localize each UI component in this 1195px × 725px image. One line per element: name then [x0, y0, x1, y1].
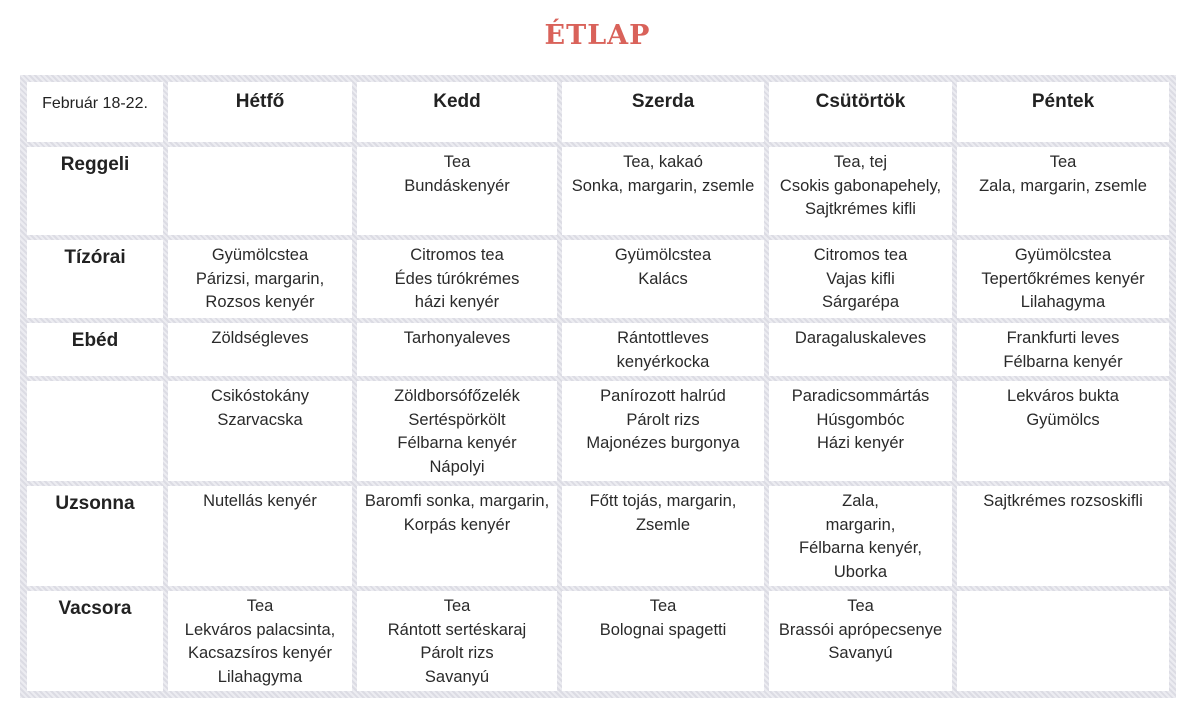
menu-cell	[357, 147, 557, 235]
menu-item-line: Zala, margarin, zsemle	[979, 176, 1147, 195]
meal-label: Vacsora	[27, 591, 163, 691]
day-header-friday: Péntek	[957, 82, 1169, 142]
menu-cell	[357, 240, 557, 318]
day-header-tuesday: Kedd	[357, 82, 557, 142]
menu-item-line: Citromos tea	[410, 246, 504, 264]
menu-item-line: Tea	[649, 597, 677, 615]
meal-label: Uzsonna	[27, 486, 163, 586]
menu-item-line: Tarhonyaleves	[403, 329, 511, 347]
meal-row-vacsora	[27, 591, 1169, 691]
menu-item-line: Zala,	[842, 492, 879, 510]
menu-item-line: Kacsazsíros kenyér	[188, 644, 332, 662]
menu-cell	[357, 381, 557, 481]
meal-row-tizorai	[27, 240, 1169, 318]
menu-cell	[957, 486, 1169, 586]
menu-item-line: Félbarna kenyér	[397, 434, 517, 452]
menu-item-line: Rozsos kenyér	[205, 293, 315, 311]
menu-item-line: Lilahagyma	[1020, 293, 1106, 311]
menu-item-line: Tea	[1049, 153, 1077, 171]
menu-item-line: Tea	[443, 153, 471, 171]
menu-cell	[168, 147, 352, 235]
menu-cell	[168, 381, 352, 481]
menu-cell	[562, 591, 764, 691]
menu-item-line: Főtt tojás, margarin,	[589, 492, 737, 510]
menu-item-line: Savanyú	[424, 667, 490, 686]
menu-item-line: Párolt rizs	[420, 644, 494, 662]
menu-item-line: Daragaluskaleves	[794, 329, 927, 347]
menu-cell	[562, 240, 764, 318]
menu-cell	[769, 486, 952, 586]
menu-table	[20, 75, 1176, 698]
menu-item-line: Lekváros palacsinta,	[184, 620, 336, 639]
menu-item-line: Panírozott halrúd	[600, 387, 726, 405]
menu-item-line: Szarvacska	[217, 410, 303, 429]
menu-item-line: Csokis gabonapehely,	[779, 176, 942, 195]
menu-item-line: Párolt rizs	[626, 410, 700, 429]
meal-row-ebed-main	[27, 381, 1169, 481]
menu-cell	[769, 381, 952, 481]
menu-item-line: kenyérkocka	[616, 352, 710, 371]
menu-item-line: Félbarna kenyér,	[799, 539, 922, 557]
menu-item-line: Tea	[443, 597, 471, 615]
menu-item-line: Párizsi, margarin,	[195, 269, 325, 288]
menu-cell	[957, 591, 1169, 691]
menu-item-line: Tea, tej	[833, 153, 888, 171]
menu-item-line: Kalács	[638, 269, 688, 288]
menu-item-line: Korpás kenyér	[403, 515, 511, 534]
menu-item-line: Savanyú	[828, 644, 893, 662]
menu-item-line: Félbarna kenyér	[1003, 352, 1123, 371]
menu-item-line: Lekváros bukta	[1007, 387, 1119, 405]
menu-item-line: Édes túrókrémes	[394, 269, 520, 288]
menu-cell	[562, 147, 764, 235]
menu-item-line: Tepertőkrémes kenyér	[981, 269, 1145, 288]
menu-item-line: Gyümölcstea	[614, 246, 712, 264]
meal-row-reggeli	[27, 147, 1169, 235]
menu-item-line: Gyümölcs	[1026, 410, 1100, 429]
menu-cell	[357, 591, 557, 691]
date-range: Február 18-22.	[27, 82, 163, 142]
menu-cell	[769, 147, 952, 235]
menu-item-line: Majonézes burgonya	[586, 434, 740, 452]
menu-item-line: Zsemle	[635, 515, 691, 534]
menu-cell	[769, 323, 952, 376]
day-header-monday: Hétfő	[168, 82, 352, 142]
meal-row-ebed	[27, 323, 1169, 376]
menu-item-line: Házi kenyér	[816, 434, 905, 452]
menu-item-line: Paradicsommártás	[791, 387, 930, 405]
menu-cell	[957, 323, 1169, 376]
menu-cell	[957, 147, 1169, 235]
menu-item-line: Zöldborsófőzelék	[394, 387, 520, 405]
menu-cell	[769, 591, 952, 691]
menu-cell	[168, 240, 352, 318]
menu-item-line: Rántott sertéskaraj	[387, 620, 527, 639]
day-header-wednesday: Szerda	[562, 82, 764, 142]
menu-item-line: házi kenyér	[414, 293, 500, 311]
menu-cell	[357, 486, 557, 586]
day-header-thursday: Csütörtök	[769, 82, 952, 142]
menu-item-line: Zöldségleves	[211, 329, 309, 347]
menu-cell	[168, 323, 352, 376]
menu-cell	[168, 486, 352, 586]
menu-item-line: Tea	[246, 597, 274, 615]
menu-item-line: Sajtkrémes rozsoskifli	[983, 492, 1143, 510]
menu-item-line: Tea	[847, 597, 874, 615]
menu-cell	[562, 323, 764, 376]
menu-item-line: Citromos tea	[813, 246, 908, 264]
menu-item-line: Lilahagyma	[217, 667, 303, 686]
menu-item-line: Sajtkrémes kifli	[805, 200, 916, 218]
menu-item-line: Csikóstokány	[210, 387, 310, 405]
menu-cell	[957, 240, 1169, 318]
menu-item-line: Nápolyi	[429, 457, 485, 476]
meal-label: Ebéd	[27, 323, 163, 376]
menu-item-line: Tea, kakaó	[623, 153, 703, 171]
menu-item-line: margarin,	[825, 515, 896, 534]
page-title: ÉTLAP	[544, 20, 651, 51]
menu-cell	[562, 486, 764, 586]
menu-cell	[769, 240, 952, 318]
menu-item-line: Brassói aprópecsenye	[778, 620, 943, 639]
meal-label	[27, 381, 163, 481]
menu-item-line: Sonka, margarin, zsemle	[571, 176, 755, 195]
menu-cell	[562, 381, 764, 481]
menu-item-line: Vajas kifli	[826, 269, 895, 288]
menu-item-line: Bundáskenyér	[404, 176, 510, 195]
menu-item-line: Sertéspörkölt	[408, 410, 506, 429]
menu-item-line: Rántottleves	[617, 329, 709, 347]
menu-item-line: Bolognai spagetti	[599, 620, 727, 639]
table-header-row	[27, 82, 1169, 142]
menu-item-line: Gyümölcstea	[1014, 246, 1112, 264]
menu-item-line: Sárgarépa	[821, 293, 900, 311]
menu-item-line: Nutellás kenyér	[203, 492, 317, 510]
menu-item-line: Húsgombóc	[816, 410, 905, 429]
meal-row-uzsonna	[27, 486, 1169, 586]
menu-item-line: Gyümölcstea	[211, 246, 309, 264]
meal-label: Reggeli	[27, 147, 163, 235]
menu-cell	[957, 381, 1169, 481]
menu-cell	[357, 323, 557, 376]
meal-label: Tízórai	[27, 240, 163, 318]
menu-item-line: Frankfurti leves	[1006, 329, 1120, 347]
menu-item-line: Baromfi sonka, margarin,	[364, 492, 550, 510]
menu-cell	[168, 591, 352, 691]
menu-item-line: Uborka	[833, 562, 888, 581]
